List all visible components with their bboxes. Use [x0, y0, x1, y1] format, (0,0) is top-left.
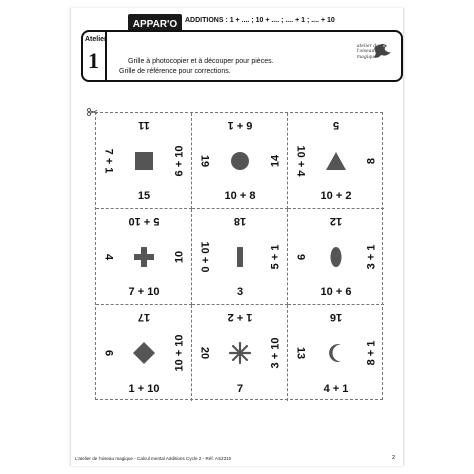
cell-label-top: 1 + 2	[227, 311, 253, 323]
cell-label-right: 8	[365, 157, 378, 165]
stamp-text: atelier de l'oiseau magique	[356, 44, 379, 60]
cell-label-right: 10 + 10	[173, 334, 186, 372]
crescent-icon	[324, 341, 348, 365]
cell-label-left: 6	[102, 349, 115, 357]
header-box	[81, 30, 403, 82]
cell-label-left: 4	[102, 253, 115, 261]
cell-label-bottom: 7	[236, 383, 244, 395]
cell-label-bottom: 10 + 8	[224, 190, 256, 202]
cell-label-right: 3 + 1	[365, 244, 378, 270]
cell-label-bottom: 3	[236, 286, 244, 298]
cell-label-bottom: 10 + 2	[320, 190, 352, 202]
cell-label-top: 11	[138, 119, 150, 131]
triangle-icon	[324, 149, 348, 173]
square-icon	[132, 149, 156, 173]
cell-label-bottom: 4 + 1	[323, 383, 349, 395]
cell-label-right: 10	[173, 250, 186, 264]
domino-cell	[288, 209, 384, 305]
atelier-number: 1	[88, 48, 99, 73]
domino-cell	[96, 305, 192, 401]
cell-label-top: 12	[329, 215, 343, 227]
cell-label-right: 14	[269, 154, 282, 168]
cell-label-top: 6 + 1	[227, 119, 253, 131]
domino-cell	[192, 209, 288, 305]
bar-icon	[228, 245, 252, 269]
page-number: 2	[391, 455, 395, 461]
cell-label-left: 10 + 0	[198, 241, 211, 273]
cell-label-bottom: 1 + 10	[128, 383, 160, 395]
domino-cell	[288, 113, 384, 209]
cell-label-right: 6 + 10	[173, 145, 186, 177]
cell-label-right: 8 + 1	[365, 340, 378, 366]
domino-cell	[192, 113, 288, 209]
cell-label-bottom: 7 + 10	[128, 286, 160, 298]
instruction-line-2: Grille de référence pour corrections.	[119, 68, 231, 75]
domino-cell	[288, 305, 384, 401]
domino-cell	[192, 305, 288, 401]
cell-label-right: 5 + 1	[269, 244, 282, 270]
cell-label-top: 16	[329, 311, 343, 323]
cell-label-top: 5 + 10	[128, 215, 160, 227]
cell-label-left: 20	[198, 346, 211, 360]
domino-grid	[95, 112, 383, 400]
instruction-line-1: Grille à photocopier et à découper pour pièces.	[128, 58, 274, 65]
cell-label-top: 18	[233, 215, 247, 227]
domino-cell	[96, 209, 192, 305]
logo-text: APPAR'O	[132, 19, 178, 30]
cell-label-left: 19	[198, 154, 211, 168]
cell-label-top: 17	[137, 311, 151, 323]
asterisk-icon	[228, 341, 252, 365]
circle-icon	[228, 149, 252, 173]
cell-label-left: 7 + 1	[102, 148, 115, 174]
cell-label-left: 10 + 4	[294, 145, 307, 177]
cell-label-right: 3 + 10	[269, 337, 282, 369]
atelier-label: Atelier	[85, 36, 107, 43]
diamond-icon	[132, 341, 156, 365]
plus-icon	[132, 245, 156, 269]
footer-text: L'atelier de l'oiseau magique - Calcul mental Additions Cycle 2 - Réf. AS2310	[75, 456, 232, 461]
domino-cell	[96, 113, 192, 209]
cell-label-bottom: 10 + 6	[320, 286, 352, 298]
page-title: ADDITIONS : 1 + .... ; 10 + .... ; .... + 1 ; .... + 10	[185, 17, 335, 24]
cell-label-top: 5	[332, 119, 340, 131]
worksheet-page	[70, 8, 404, 466]
cell-label-left: 9	[294, 253, 307, 261]
cell-label-left: 13	[294, 346, 307, 360]
atelier-badge	[83, 32, 107, 80]
cell-label-bottom: 15	[137, 190, 151, 202]
ellipse-icon	[324, 245, 348, 269]
